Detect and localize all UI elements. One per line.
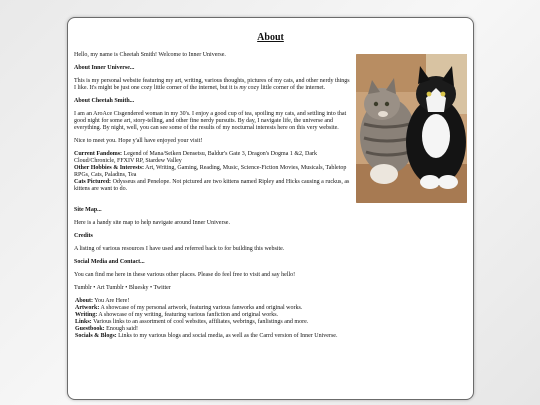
content-panel (67, 17, 474, 400)
social-links: Tumblr • Art Tumblr • Bluesky • Twitter (74, 285, 171, 291)
map-item-writing[interactable]: Writing: A showcase of my writing, featuring various fanfiction and original works. (75, 312, 279, 318)
cats-line: Cats Pictured: Odysseus and Penelope. Not pictured are two kittens named Ripley and Hicks causing a ruckus, as kittens are want to do. (74, 179, 350, 192)
map-item-guestbook[interactable]: Guestbook: Enough said! (75, 326, 138, 332)
fandoms-line: Current Fandoms: Legend of Mana/Seiken Densetsu, Baldur's Gate 3, Dragon's Dogma 1 &2, Dark Cloud/Chronicle, FFXIV RP, Stardew Valley (74, 151, 318, 164)
intro-text: Hello, my name is Cheetah Smith! Welcome to Inner Universe. (74, 52, 226, 58)
social-heading: Social Media and Contact... (74, 259, 145, 265)
nice-meet-text: Nice to meet you. Hope y'all have enjoyed your visit! (74, 138, 203, 144)
hobbies-line: Other Hobbies & Interests: Art, Writing, Gaming, Reading, Music, Science-Fiction Movies, Musicals, Tabletop RPGs, Cats, Paladins, Tea (74, 165, 347, 178)
site-map-list (74, 298, 467, 340)
map-item-socials[interactable]: Socials & Blogs: Links to my various blogs and social media, as well as the Carrd version of Inner Universe. (75, 333, 338, 339)
about-site-heading: About Inner Universe... (74, 65, 135, 71)
map-item-links[interactable]: Links: Various links to an assortment of cool websites, affiliates, webrings, fanlistings and more. (75, 319, 309, 325)
social-text: You can find me here in these various other places. Please do feel free to visit and say hello! (74, 272, 296, 278)
twitter-link[interactable]: Twitter (153, 285, 171, 291)
sitemap-heading: Site Map... (74, 207, 102, 213)
page-title: About (257, 32, 284, 43)
about-me-heading: About Cheetah Smith... (74, 98, 135, 104)
about-me-text: I am an AroAce Cisgendered woman in my 30's. I enjoy a good cup of tea, spoiling my cats, and settling into that good night for some art, story-telling, and other fine nerdy pursuits. By day, I navigate life, the universe and everything. By night, well, you can see some of the results of my nocturnal interests here on this very website. (74, 111, 347, 131)
credits-heading: Credits (74, 233, 93, 239)
art-tumblr-link[interactable]: Art Tumblr (96, 285, 124, 291)
cats-photo (356, 54, 467, 203)
sitemap-text: Here is a handy site map to help navigate around Inner Universe. (74, 220, 230, 226)
credits-text: A listing of various resources I have used and referred back to for building this website. (74, 246, 285, 252)
map-item-about[interactable]: About: You Are Here! (75, 298, 130, 304)
map-item-artwork[interactable]: Artwork: A showcase of my personal artwork, featuring various fanworks and original works. (75, 305, 303, 311)
about-site-text: This is my personal website featuring my art, writing, various thoughts, pictures of my cats, and other nerdy things I like. It's might be just one cozy little corner of the internet, but it is my cozy little corner of the internet. (74, 78, 350, 91)
bluesky-link[interactable]: Bluesky (128, 285, 149, 291)
tumblr-link[interactable]: Tumblr (74, 285, 92, 291)
